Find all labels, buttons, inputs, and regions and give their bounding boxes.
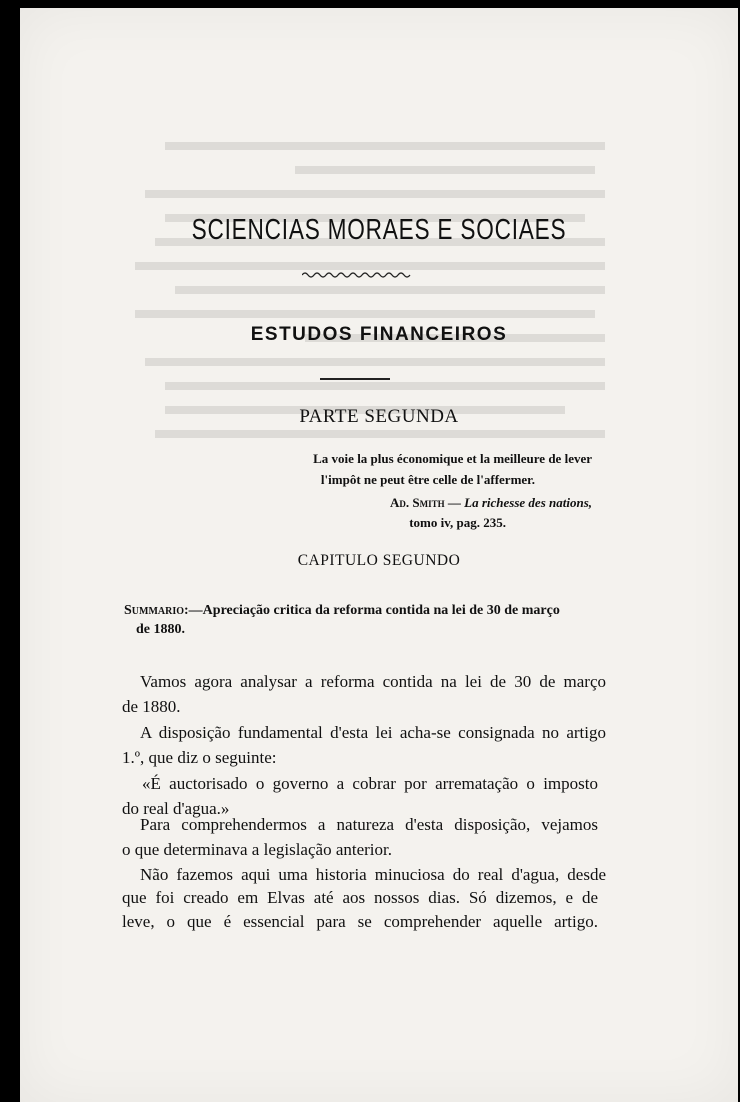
edge-mark — [0, 396, 14, 398]
epigraph-line-1: La voie la plus économique et la meilleure de lever — [313, 451, 592, 466]
epigraph-author: Ad. Smith — [390, 495, 445, 510]
chapter-summary-cont: de 1880. — [136, 622, 185, 637]
edge-mark — [0, 570, 14, 572]
body-line: Não fazemos aqui uma historia minuciosa do real d'agua, desde — [140, 865, 606, 884]
body-line: «É auctorisado o governo a cobrar por arrematação o imposto — [142, 774, 598, 793]
horizontal-rule — [320, 378, 390, 380]
body-line: que foi creado em Elvas até aos nossos dias. Só dizemos, e de — [122, 888, 598, 907]
chapter-summary — [124, 603, 614, 619]
section-subtitle: ESTUDOS FINANCEIROS — [250, 324, 508, 345]
body-line: do real d'agua.» — [122, 799, 230, 818]
epigraph-separator: — — [444, 495, 465, 510]
body-line: leve, o que é essencial para se comprehender aquelle artigo. — [122, 912, 598, 931]
epigraph-line-2: l'impôt ne peut être celle de l'affermer. — [320, 472, 535, 487]
epigraph-attribution — [300, 495, 592, 511]
wavy-divider — [302, 270, 412, 280]
body-line: A disposição fundamental d'esta lei acha-se consignada no artigo — [140, 723, 606, 742]
body-line: de 1880. — [122, 697, 181, 716]
summary-label: Summario: — [124, 603, 189, 618]
epigraph-work: La richesse des nations, — [464, 495, 592, 510]
page-title: SCIENCIAS MORAES E SOCIAES — [191, 214, 567, 246]
body-line: Para comprehendermos a natureza d'esta disposição, vejamos — [140, 815, 598, 834]
body-line: Vamos agora analysar a reforma contida na lei de 30 de março — [140, 672, 606, 691]
chapter-heading: CAPITULO SEGUNDO — [297, 552, 461, 569]
summary-text: —Apreciação critica da reforma contida na lei de 30 de março — [188, 603, 560, 618]
bleed-through-texture — [140, 78, 620, 458]
part-heading: PARTE SEGUNDA — [299, 406, 459, 427]
body-line: 1.º, que diz o seguinte: — [122, 748, 277, 767]
epigraph-reference: tomo iv, pag. 235. — [409, 515, 506, 530]
body-line: o que determinava a legislação anterior. — [122, 840, 392, 859]
document-page — [20, 8, 738, 1102]
